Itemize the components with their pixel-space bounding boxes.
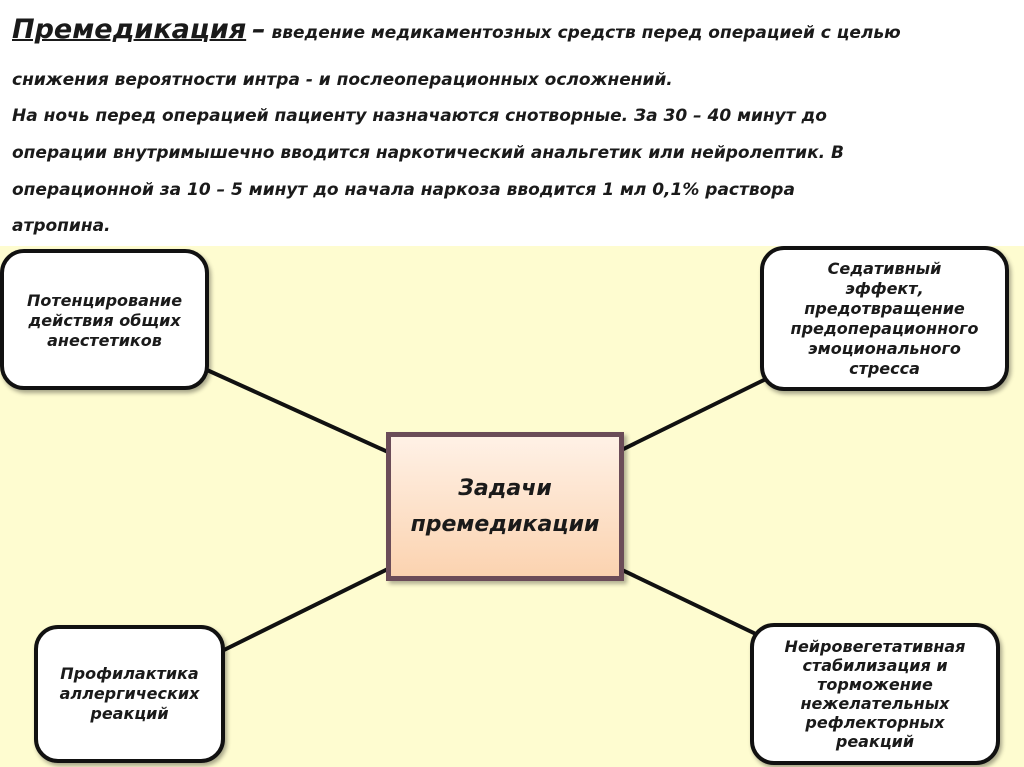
box-sedative-line: предотвращение <box>804 298 965 318</box>
box-allergy-line: Профилактика <box>60 664 199 683</box>
box-potentiation-line: действия общих <box>28 311 181 330</box>
box-potentiation <box>0 249 209 390</box>
definition-text: введение медикаментозных средств перед операцией с целью <box>271 23 901 43</box>
box-neuro-line: рефлекторных <box>805 713 945 732</box>
center-box-premedication-tasks <box>386 432 624 581</box>
term-dash: – <box>252 14 266 45</box>
box-allergy-line: реакций <box>90 704 169 723</box>
connector-bottom-left <box>224 558 410 650</box>
center-title-line-1: Задачи <box>458 475 552 501</box>
box-sedative-line: стресса <box>849 358 920 378</box>
body-line-1: На ночь перед операцией пациенту назначаются снотворные. За 30 – 40 минут до <box>12 106 827 126</box>
box-sedative-line: эмоционального <box>808 338 961 358</box>
box-sedative-line: предоперационного <box>790 318 979 338</box>
box-sedative-line: Седативный <box>827 258 942 278</box>
body-line-2: операции внутримышечно вводится наркотический анальгетик или нейролептик. В <box>12 143 844 163</box>
box-allergy-prevention <box>34 625 225 763</box>
box-potentiation-line: Потенцирование <box>26 291 183 310</box>
box-neuro-line: нежелательных <box>800 694 950 713</box>
box-neurovegetative-stabilization <box>750 623 1000 765</box>
box-neuro-line: Нейровегетативная <box>784 637 966 656</box>
box-neuro-line: торможение <box>817 675 933 694</box>
body-line-3: операционной за 10 – 5 минут до начала наркоза вводится 1 мл 0,1% раствора <box>12 180 795 200</box>
box-potentiation-line: анестетиков <box>47 331 162 350</box>
body-line-4: атропина. <box>12 216 111 236</box>
center-title-line-2: премедикации <box>410 511 600 537</box>
definition-line-2: снижения вероятности интра - и послеоперационных осложнений. <box>12 70 673 90</box>
box-allergy-line: аллергических <box>59 684 200 703</box>
box-neuro-line: стабилизация и <box>802 656 948 675</box>
box-sedative-effect <box>760 246 1009 391</box>
box-sedative-line: эффект, <box>845 278 924 298</box>
connector-top-left <box>207 370 410 462</box>
term-title: Премедикация <box>12 14 247 45</box>
box-neuro-line: реакций <box>835 732 915 751</box>
